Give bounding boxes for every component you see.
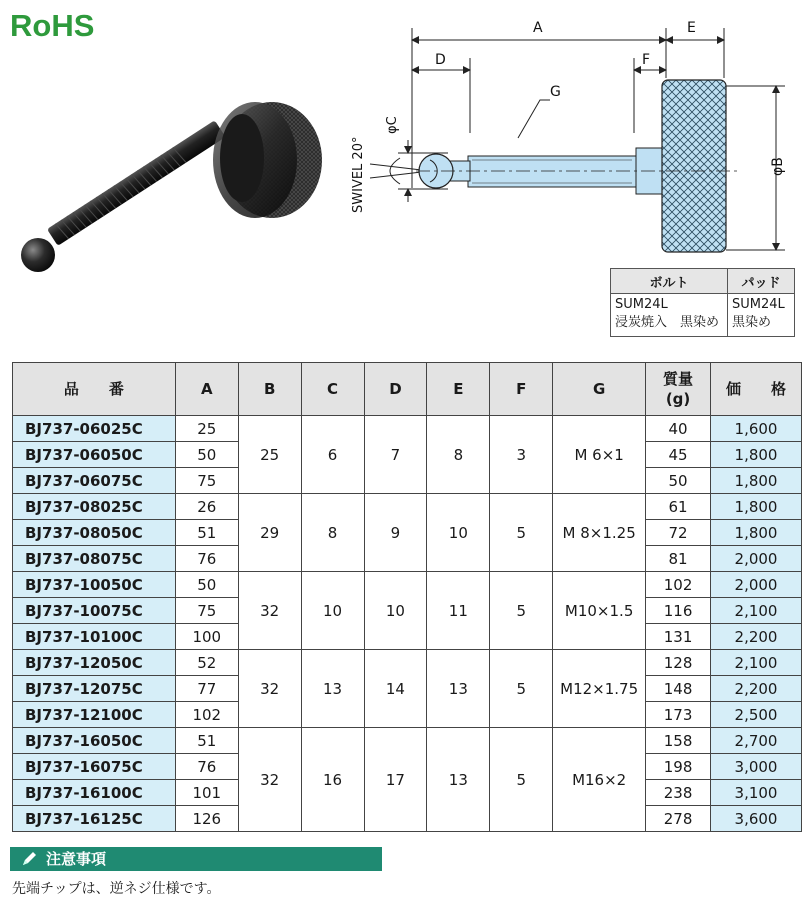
part-number-cell: BJ737-08025C — [13, 494, 176, 520]
dim-label-c: φC — [385, 116, 400, 134]
dim-label-b: φB — [770, 157, 786, 176]
header-c: C — [301, 363, 364, 416]
part-number-cell: BJ737-12050C — [13, 650, 176, 676]
price-cell: 2,200 — [711, 676, 802, 702]
g-cell: M 8×1.25 — [553, 494, 646, 572]
b-cell: 32 — [238, 650, 301, 728]
mass-cell: 173 — [646, 702, 711, 728]
mass-cell: 128 — [646, 650, 711, 676]
f-cell: 5 — [490, 650, 553, 728]
a-cell: 76 — [175, 546, 238, 572]
g-cell: M 6×1 — [553, 416, 646, 494]
material-table — [610, 268, 795, 337]
material-header-pad: パッド — [728, 269, 795, 294]
notes-text: 先端チップは、逆ネジ仕様です。 — [12, 881, 221, 897]
mass-cell: 158 — [646, 728, 711, 754]
d-cell: 10 — [364, 572, 427, 650]
d-cell: 9 — [364, 494, 427, 572]
product-photo — [10, 80, 340, 300]
d-cell: 17 — [364, 728, 427, 832]
e-cell: 8 — [427, 416, 490, 494]
table-row — [13, 650, 802, 676]
dim-label-f: F — [642, 52, 651, 68]
header-mass — [646, 363, 711, 416]
a-cell: 52 — [175, 650, 238, 676]
header-g: G — [553, 363, 646, 416]
part-number-cell: BJ737-08050C — [13, 520, 176, 546]
dim-label-a: A — [533, 20, 543, 36]
dim-label-g: G — [550, 84, 561, 100]
part-number-cell: BJ737-10050C — [13, 572, 176, 598]
a-cell: 50 — [175, 572, 238, 598]
price-cell: 2,100 — [711, 650, 802, 676]
part-number-cell: BJ737-12075C — [13, 676, 176, 702]
header-price: 価 格 — [711, 363, 802, 416]
part-number-cell: BJ737-10100C — [13, 624, 176, 650]
mass-cell: 40 — [646, 416, 711, 442]
a-cell: 26 — [175, 494, 238, 520]
g-cell: M10×1.5 — [553, 572, 646, 650]
f-cell: 3 — [490, 416, 553, 494]
spec-table-body — [13, 416, 802, 832]
mass-cell: 148 — [646, 676, 711, 702]
e-cell: 11 — [427, 572, 490, 650]
header-b: B — [238, 363, 301, 416]
price-cell: 2,000 — [711, 546, 802, 572]
a-cell: 75 — [175, 468, 238, 494]
price-cell: 3,000 — [711, 754, 802, 780]
mass-cell: 50 — [646, 468, 711, 494]
part-number-cell: BJ737-16050C — [13, 728, 176, 754]
header-e: E — [427, 363, 490, 416]
mass-cell: 72 — [646, 520, 711, 546]
table-row — [13, 572, 802, 598]
part-number-cell: BJ737-08075C — [13, 546, 176, 572]
f-cell: 5 — [490, 494, 553, 572]
header-a: A — [175, 363, 238, 416]
g-cell: M12×1.75 — [553, 650, 646, 728]
part-number-cell: BJ737-06025C — [13, 416, 176, 442]
a-cell: 75 — [175, 598, 238, 624]
part-number-cell: BJ737-10075C — [13, 598, 176, 624]
mass-cell: 45 — [646, 442, 711, 468]
a-cell: 126 — [175, 806, 238, 832]
e-cell: 10 — [427, 494, 490, 572]
d-cell: 14 — [364, 650, 427, 728]
part-number-cell: BJ737-06050C — [13, 442, 176, 468]
price-cell: 2,700 — [711, 728, 802, 754]
a-cell: 101 — [175, 780, 238, 806]
material-pad-line1: SUM24L — [732, 297, 785, 312]
f-cell: 5 — [490, 728, 553, 832]
price-cell: 1,800 — [711, 442, 802, 468]
e-cell: 13 — [427, 728, 490, 832]
b-cell: 25 — [238, 416, 301, 494]
mass-cell: 278 — [646, 806, 711, 832]
b-cell: 32 — [238, 728, 301, 832]
c-cell: 13 — [301, 650, 364, 728]
price-cell: 1,800 — [711, 520, 802, 546]
dim-label-e: E — [687, 20, 696, 36]
mass-cell: 61 — [646, 494, 711, 520]
price-cell: 3,100 — [711, 780, 802, 806]
c-cell: 8 — [301, 494, 364, 572]
e-cell: 13 — [427, 650, 490, 728]
spec-table-header — [13, 363, 802, 416]
a-cell: 51 — [175, 520, 238, 546]
pencil-icon — [20, 850, 38, 868]
mass-cell: 131 — [646, 624, 711, 650]
material-bolt-line2: 浸炭焼入 黒染め — [615, 315, 720, 330]
price-cell: 2,100 — [711, 598, 802, 624]
b-cell: 32 — [238, 572, 301, 650]
g-cell: M16×2 — [553, 728, 646, 832]
notes-header — [10, 847, 382, 871]
table-row — [13, 494, 802, 520]
price-cell: 2,000 — [711, 572, 802, 598]
part-number-cell: BJ737-16125C — [13, 806, 176, 832]
material-pad — [728, 294, 795, 337]
dim-label-d: D — [435, 52, 446, 68]
table-row — [13, 416, 802, 442]
header-d: D — [364, 363, 427, 416]
price-cell: 1,800 — [711, 494, 802, 520]
f-cell: 5 — [490, 572, 553, 650]
a-cell: 25 — [175, 416, 238, 442]
a-cell: 77 — [175, 676, 238, 702]
a-cell: 76 — [175, 754, 238, 780]
header-part: 品 番 — [13, 363, 176, 416]
d-cell: 7 — [364, 416, 427, 494]
rohs-logo — [8, 4, 118, 44]
header-mass-unit: (g) — [665, 390, 691, 408]
material-header-bolt: ボルト — [611, 269, 728, 294]
c-cell: 10 — [301, 572, 364, 650]
header-mass-label: 質量 — [663, 370, 694, 388]
swivel-label: SWIVEL 20° — [351, 136, 366, 213]
material-pad-line2: 黒染め — [732, 315, 772, 330]
mass-cell: 81 — [646, 546, 711, 572]
material-bolt — [611, 294, 728, 337]
part-number-cell: BJ737-12100C — [13, 702, 176, 728]
mass-cell: 238 — [646, 780, 711, 806]
notes-title: 注意事項 — [46, 850, 107, 868]
rohs-text: RoHS — [10, 8, 95, 43]
price-cell: 2,500 — [711, 702, 802, 728]
price-cell: 1,800 — [711, 468, 802, 494]
c-cell: 16 — [301, 728, 364, 832]
part-number-cell: BJ737-16100C — [13, 780, 176, 806]
c-cell: 6 — [301, 416, 364, 494]
price-cell: 2,200 — [711, 624, 802, 650]
part-number-cell: BJ737-16075C — [13, 754, 176, 780]
price-cell: 3,600 — [711, 806, 802, 832]
material-bolt-line1: SUM24L — [615, 297, 668, 312]
a-cell: 50 — [175, 442, 238, 468]
a-cell: 102 — [175, 702, 238, 728]
b-cell: 29 — [238, 494, 301, 572]
mass-cell: 198 — [646, 754, 711, 780]
part-number-cell: BJ737-06075C — [13, 468, 176, 494]
mass-cell: 102 — [646, 572, 711, 598]
a-cell: 100 — [175, 624, 238, 650]
price-cell: 1,600 — [711, 416, 802, 442]
header-f: F — [490, 363, 553, 416]
mass-cell: 116 — [646, 598, 711, 624]
a-cell: 51 — [175, 728, 238, 754]
table-row — [13, 728, 802, 754]
technical-drawing — [340, 8, 800, 263]
spec-table — [12, 362, 802, 832]
